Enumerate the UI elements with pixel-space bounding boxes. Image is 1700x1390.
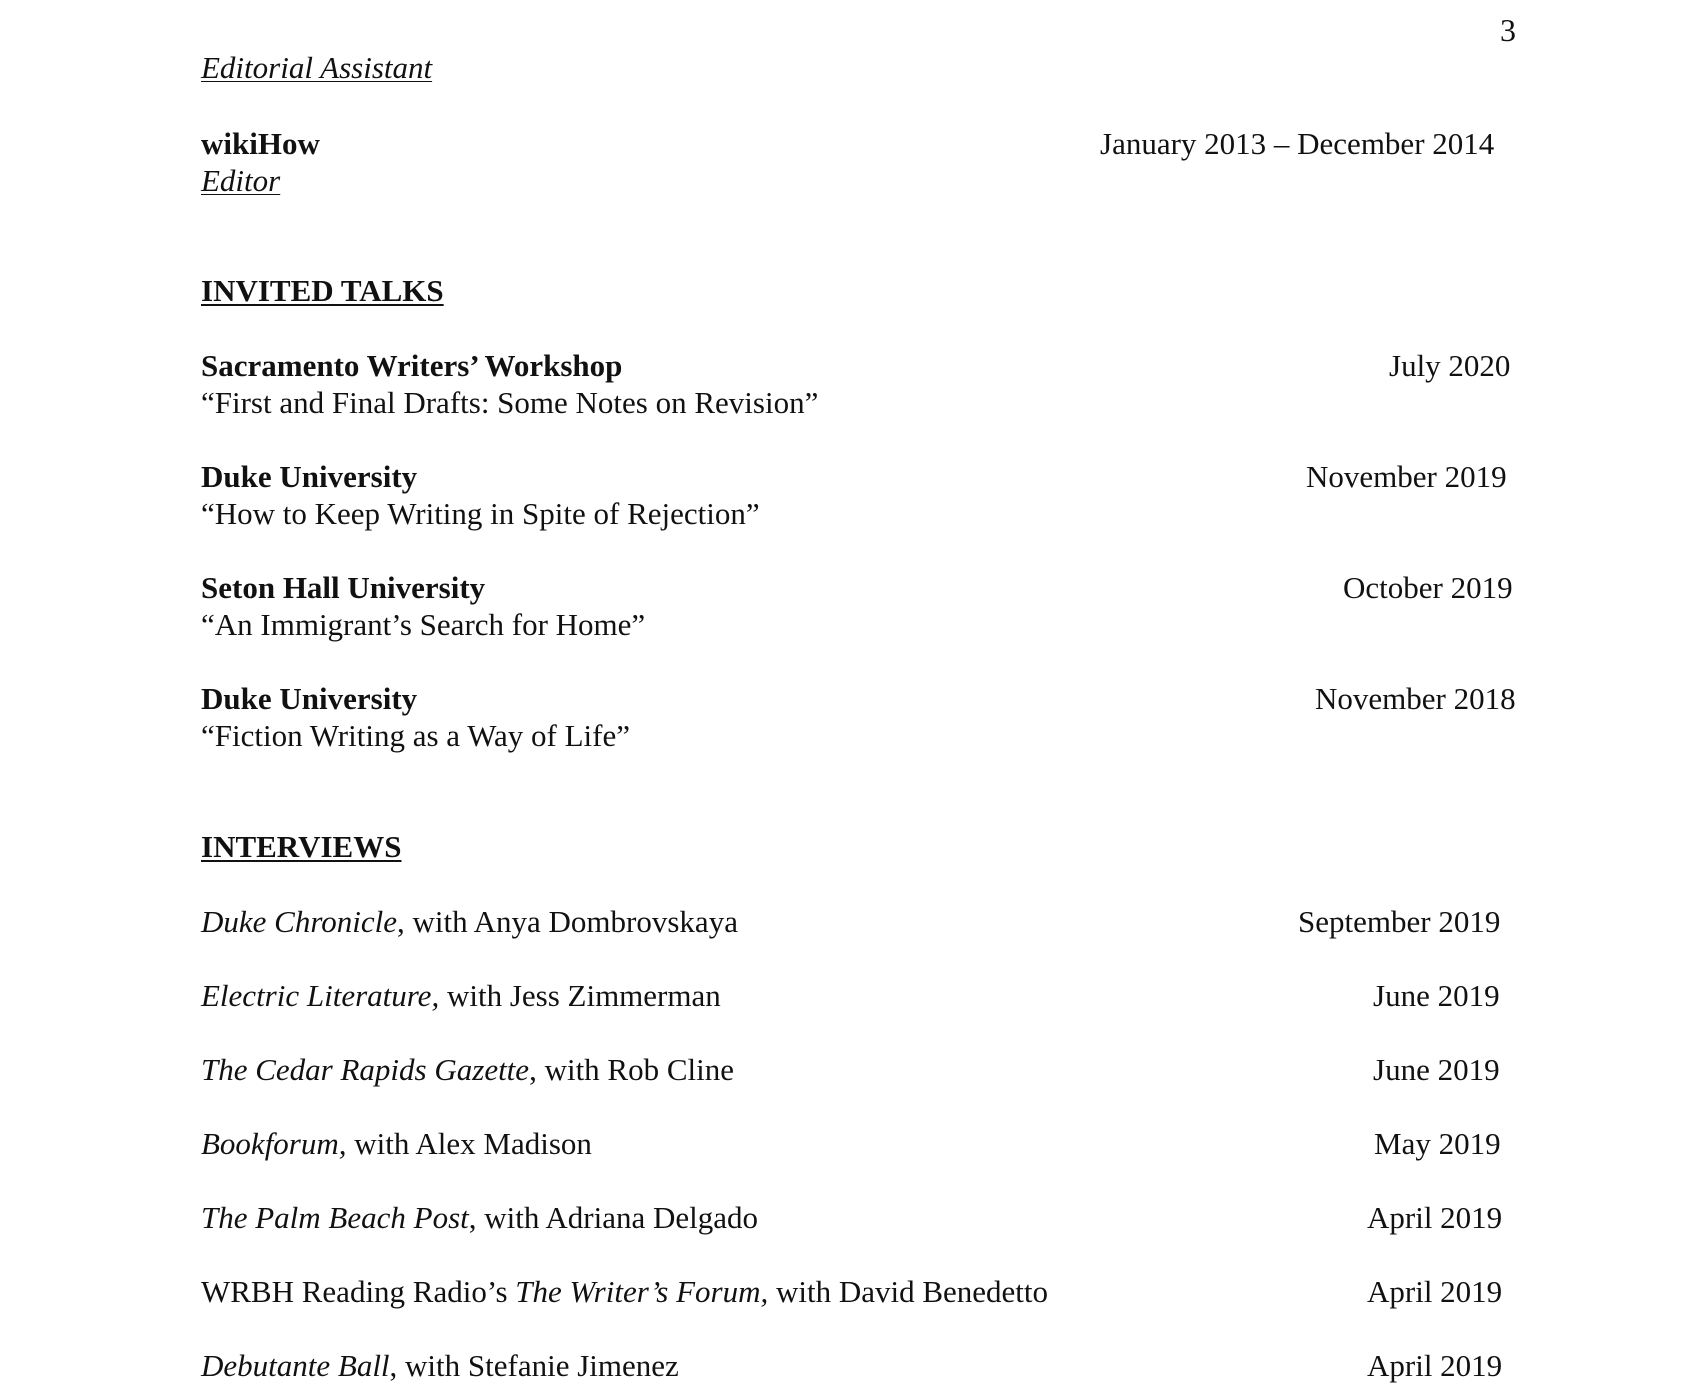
talk-org: Seton Hall University (201, 570, 486, 605)
interview-item (201, 904, 738, 940)
talk-date: November 2018 (1315, 681, 1516, 716)
interview-publication: Duke Chronicle (201, 904, 397, 939)
talk-date: July 2020 (1389, 348, 1511, 383)
talk-title: “An Immigrant’s Search for Home” (201, 607, 646, 642)
interview-detail: with Jess Zimmerman (439, 978, 721, 1013)
talk-org: Duke University (201, 459, 418, 494)
interview-date: June 2019 (1373, 978, 1500, 1013)
interview-detail: , with Rob Cline (529, 1052, 735, 1087)
talk-title: “Fiction Writing as a Way of Life” (201, 718, 630, 753)
talk-org: Sacramento Writers’ Workshop (201, 348, 623, 383)
interview-detail: with David Benedetto (768, 1274, 1049, 1309)
role-editor: Editor (201, 163, 281, 198)
interview-detail: , with Anya Dombrovskaya (397, 904, 738, 939)
talk-org: Duke University (201, 681, 418, 716)
interview-publication: The Cedar Rapids Gazette (201, 1052, 530, 1087)
interview-publication: Debutante Ball (201, 1348, 390, 1383)
interview-item (201, 978, 721, 1014)
interview-detail: with Alex Madison (346, 1126, 592, 1161)
interview-detail: , with Stefanie Jimenez (389, 1348, 679, 1383)
talk-date: November 2019 (1306, 459, 1507, 494)
talk-title: “How to Keep Writing in Spite of Rejection” (201, 496, 760, 531)
interview-item (201, 1200, 758, 1236)
interview-item (201, 1274, 1048, 1310)
interview-item (201, 1052, 734, 1088)
interview-date: May 2019 (1374, 1126, 1501, 1161)
interview-item (201, 1126, 592, 1162)
interview-date: April 2019 (1367, 1274, 1503, 1309)
interview-date: June 2019 (1373, 1052, 1500, 1087)
page-number: 3 (1500, 12, 1516, 48)
interview-publication: The Writer’s Forum, (515, 1274, 769, 1309)
experience-dates-wikihow: January 2013 – December 2014 (1100, 126, 1495, 161)
role-editorial-assistant: Editorial Assistant (201, 50, 433, 85)
interview-publication: Electric Literature, (201, 978, 440, 1013)
section-heading-interviews: INTERVIEWS (201, 829, 402, 864)
interview-publication: Bookforum, (201, 1126, 347, 1161)
interview-date: April 2019 (1367, 1200, 1503, 1235)
section-heading-invited-talks: INVITED TALKS (201, 273, 444, 308)
interview-detail: , with Adriana Delgado (468, 1200, 759, 1235)
interview-publication: The Palm Beach Post (201, 1200, 469, 1235)
interview-date: September 2019 (1298, 904, 1501, 939)
talk-date: October 2019 (1343, 570, 1513, 605)
experience-org-wikihow: wikiHow (201, 126, 320, 161)
talk-title: “First and Final Drafts: Some Notes on Revision” (201, 385, 819, 420)
interview-item (201, 1348, 679, 1384)
interview-prefix: WRBH Reading Radio’s (201, 1274, 516, 1309)
interview-date: April 2019 (1367, 1348, 1503, 1383)
